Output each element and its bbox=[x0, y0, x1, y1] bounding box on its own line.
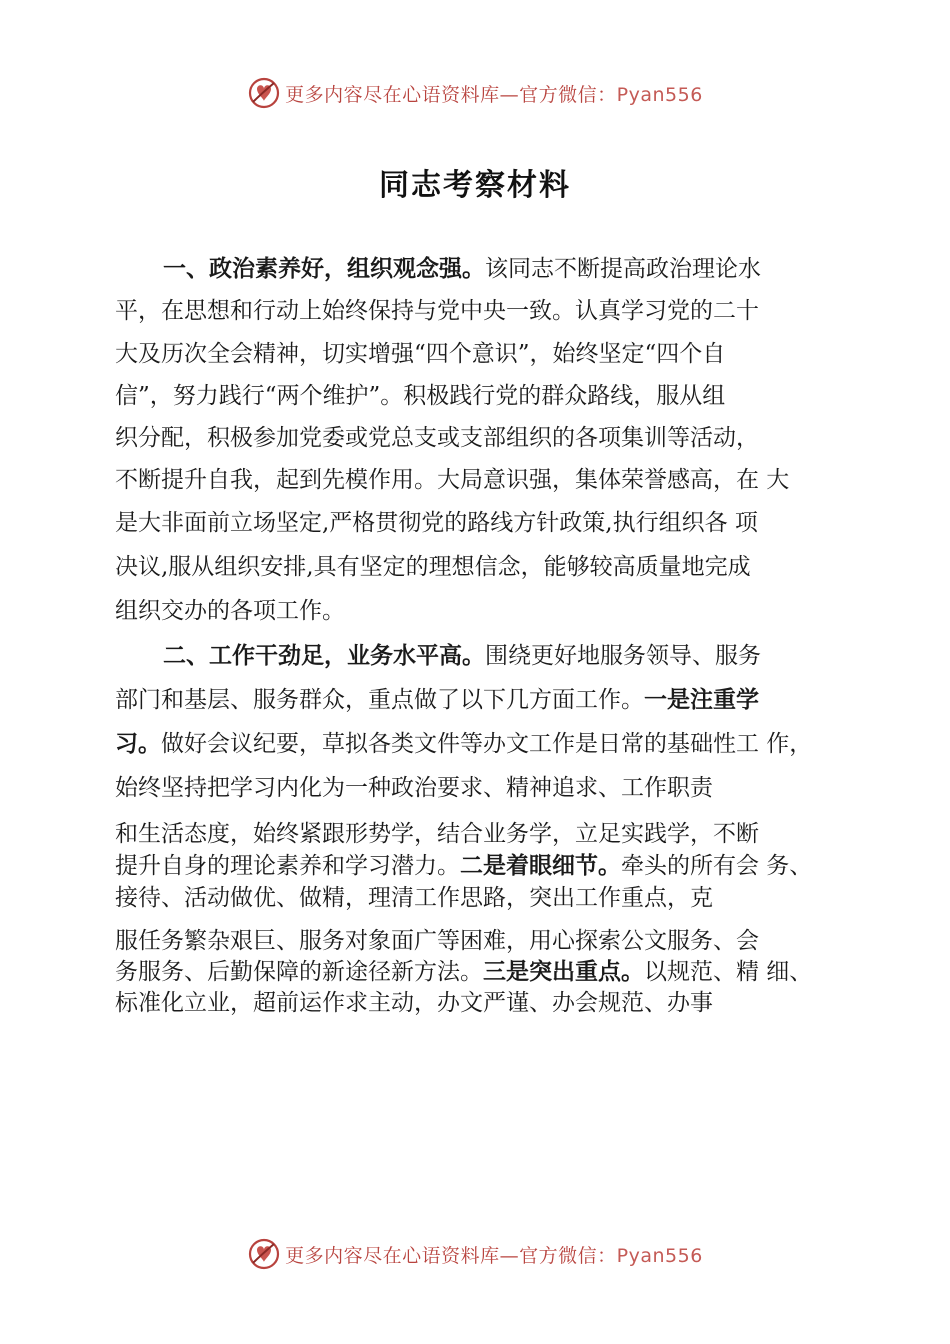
paragraph-line: 提升自身的理论素养和学习潜力。二是着眼细节。牵头的所有会 务、 bbox=[115, 853, 813, 879]
key-point: 二是着眼细节。 bbox=[460, 853, 621, 879]
section-heading: 二、工作干劲足，业务水平高。 bbox=[163, 643, 485, 669]
paragraph-line: 不断提升自我，起到先模作用。大局意识强，集体荣誉感高，在 大 bbox=[115, 467, 790, 493]
paragraph-line: 接待、活动做优、做精，理清工作思路，突出工作重点，克 bbox=[115, 885, 713, 911]
key-point: 习。 bbox=[115, 731, 161, 757]
heart-logo-icon bbox=[247, 76, 281, 110]
paragraph-line: 大及历次全会精神，切实增强“四个意识”，始终坚定“四个自 bbox=[115, 341, 726, 367]
wechat-id: Pyan556 bbox=[616, 1244, 703, 1267]
paragraph-line: 是大非面前立场坚定,严格贯彻党的路线方针政策,执行组织各 项 bbox=[115, 510, 758, 536]
paragraph-line: 服任务繁杂艰巨、服务对象面广等困难，用心探索公文服务、会 bbox=[115, 928, 759, 954]
paragraph-line: 始终坚持把学习内化为一种政治要求、精神追求、工作职责 bbox=[115, 775, 713, 801]
wechat-id: Pyan556 bbox=[616, 83, 703, 106]
paragraph-line: 习。做好会议纪要，草拟各类文件等办文工作是日常的基础性工 作， bbox=[115, 731, 813, 757]
paragraph-line: 一、政治素养好，组织观念强。该同志不断提高政治理论水 bbox=[163, 256, 761, 282]
paragraph-line: 二、工作干劲足，业务水平高。围绕更好地服务领导、服务 bbox=[163, 643, 761, 669]
paragraph-line: 组织交办的各项工作。 bbox=[115, 598, 345, 624]
paragraph-line: 织分配，积极参加党委或党总支或支部组织的各项集训等活动， bbox=[115, 425, 759, 451]
paragraph-line: 标准化立业，超前运作求主动，办文严谨、办会规范、办事 bbox=[115, 990, 713, 1016]
footer-banner bbox=[0, 1234, 950, 1274]
document-title: 同志考察材料 bbox=[379, 168, 571, 203]
paragraph-line: 部门和基层、服务群众，重点做了以下几方面工作。一是注重学 bbox=[115, 687, 759, 713]
paragraph-line: 和生活态度，始终紧跟形势学，结合业务学，立足实践学，不断 bbox=[115, 821, 759, 847]
paragraph-line: 信”，努力践行“两个维护”。积极践行党的群众路线，服从组 bbox=[115, 383, 726, 409]
banner-text: 更多内容尽在心语资料库—官方微信：Pyan556 bbox=[285, 1244, 703, 1267]
banner-text: 更多内容尽在心语资料库—官方微信：Pyan556 bbox=[285, 83, 703, 106]
section-heading: 一、政治素养好，组织观念强。 bbox=[163, 256, 485, 282]
header-banner bbox=[0, 73, 950, 113]
paragraph-line: 决议,服从组织安排,具有坚定的理想信念，能够较高质量地完成 bbox=[115, 554, 751, 580]
paragraph-line: 平，在思想和行动上始终保持与党中央一致。认真学习党的二十 bbox=[115, 298, 759, 324]
key-point: 三是突出重点。 bbox=[483, 959, 644, 985]
heart-logo-icon bbox=[247, 1237, 281, 1271]
paragraph-line: 务服务、后勤保障的新途径新方法。三是突出重点。以规范、精 细、 bbox=[115, 959, 813, 985]
key-point: 一是注重学 bbox=[644, 687, 759, 713]
